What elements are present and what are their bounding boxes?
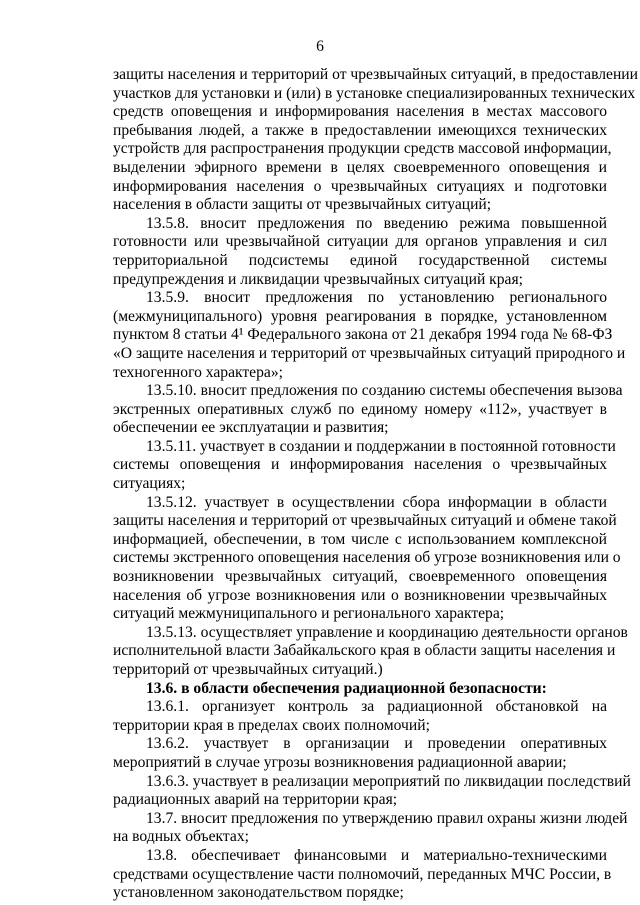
text-line: системы оповещения и информирования населения о чрезвычайных: [113, 456, 607, 474]
paragraph: [113, 846, 612, 903]
paragraph: [113, 809, 628, 847]
text-line: информацией, обеспечении, в том числе с использованием комплексной: [113, 530, 607, 548]
text-line: 13.5.9. вносит предложения по установлению регионального: [146, 289, 607, 307]
text-line: 13.5.8. вносит предложения по введению режима повышенной: [146, 214, 607, 232]
document-body: [113, 66, 638, 903]
text-line: пребывания людей, а также в предоставлении имеющихся технических: [113, 121, 607, 139]
text-line: территории края в пределах своих полномочий;: [113, 716, 430, 734]
text-line: 13.5.10. вносит предложения по созданию системы обеспечения вызова: [146, 382, 623, 400]
text-line: обеспечении ее эксплуатации и развития;: [113, 419, 389, 437]
text-line: (межмуниципального) уровня реагирования в порядке, установленном: [113, 307, 607, 325]
text-line: защиты населения и территорий от чрезвычайных ситуаций и обмене такой: [113, 512, 617, 530]
text-line: радиационных аварий на территории края;: [113, 791, 398, 809]
text-line: 13.5.13. осуществляет управление и координацию деятельности органов: [146, 623, 628, 641]
text-line: участков для установки и (или) в установке специализированных технических: [113, 84, 636, 102]
paragraph: [113, 772, 631, 810]
text-line: исполнительной власти Забайкальского края в области защиты населения и: [113, 642, 616, 660]
text-line: техногенного характера»;: [113, 363, 283, 381]
text-line: средств оповещения и информирования населения в местах массового: [113, 103, 607, 121]
paragraph: [113, 735, 607, 772]
text-line: мероприятий в случае угрозы возникновения радиационной аварии;: [113, 753, 567, 771]
text-line: 13.6.3. участвует в реализации мероприятий по ликвидации последствий: [146, 772, 631, 790]
text-line: ситуациях;: [113, 475, 186, 493]
text-line: предупреждения и ликвидации чрезвычайных ситуаций края;: [113, 270, 523, 288]
text-line: информирования населения о чрезвычайных ситуациях и подготовки: [113, 177, 607, 195]
text-line: территорий от чрезвычайных ситуаций.): [113, 661, 383, 678]
section-heading: [113, 680, 607, 699]
paragraph: [113, 215, 607, 289]
text-line: установленном законодательством порядке;: [113, 884, 404, 902]
paragraph: [113, 289, 626, 382]
text-line: возникновении чрезвычайных ситуаций, своевременного оповещения: [113, 568, 607, 586]
text-line: 13.8. обеспечивает финансовыми и материально-техническими: [146, 846, 607, 864]
paragraph: [113, 66, 638, 215]
paragraph: [113, 437, 616, 494]
text-line: 13.7. вносит предложения по утверждению правил охраны жизни людей: [146, 809, 628, 827]
text-line: пунктом 8 статьи 4¹ Федерального закона от 21 декабря 1994 года № 68-ФЗ: [113, 326, 613, 344]
paragraph: [113, 493, 621, 624]
text-line: защиты населения и территорий от чрезвычайных ситуаций, в предоставлении: [113, 66, 638, 83]
paragraph: [113, 623, 628, 680]
text-line: экстренных оперативных служб по единому номеру «112», участвует в: [113, 400, 607, 418]
text-line: средствами осуществление части полномочий, переданных МЧС России, в: [113, 865, 612, 883]
text-line: 13.6.1. организует контроль за радиационной обстановкой на: [146, 698, 607, 716]
text-line: 13.6. в области обеспечения радиационной безопасности:: [146, 679, 547, 697]
text-line: 13.6.2. участвует в организации и проведении оперативных: [146, 735, 607, 753]
page-number: 6: [316, 38, 324, 55]
paragraph: [113, 382, 623, 438]
text-line: на водных объектах;: [113, 828, 249, 846]
text-line: готовности или чрезвычайной ситуации для органов управления и сил: [113, 233, 607, 251]
text-line: 13.5.11. участвует в создании и поддержании в постоянной готовности: [146, 437, 616, 455]
text-line: территориальной подсистемы единой государственной системы: [113, 251, 607, 269]
text-line: населения в области защиты от чрезвычайных ситуаций;: [113, 196, 492, 214]
text-line: системы экстренного оповещения населения об угрозе возникновения или о: [113, 549, 621, 567]
text-line: «О защите населения и территорий от чрезвычайных ситуаций природного и: [113, 344, 626, 362]
paragraph: [113, 698, 607, 735]
text-line: выделении эфирного времени в целях своевременного оповещения и: [113, 158, 607, 176]
text-line: 13.5.12. участвует в осуществлении сбора информации в области: [146, 493, 607, 511]
text-line: ситуаций межмуниципального и регионального характера;: [113, 605, 505, 623]
text-line: устройств для распространения продукции средств массовой информации,: [113, 140, 612, 158]
text-line: населения об угрозе возникновения или о возникновении чрезвычайных: [113, 586, 607, 604]
